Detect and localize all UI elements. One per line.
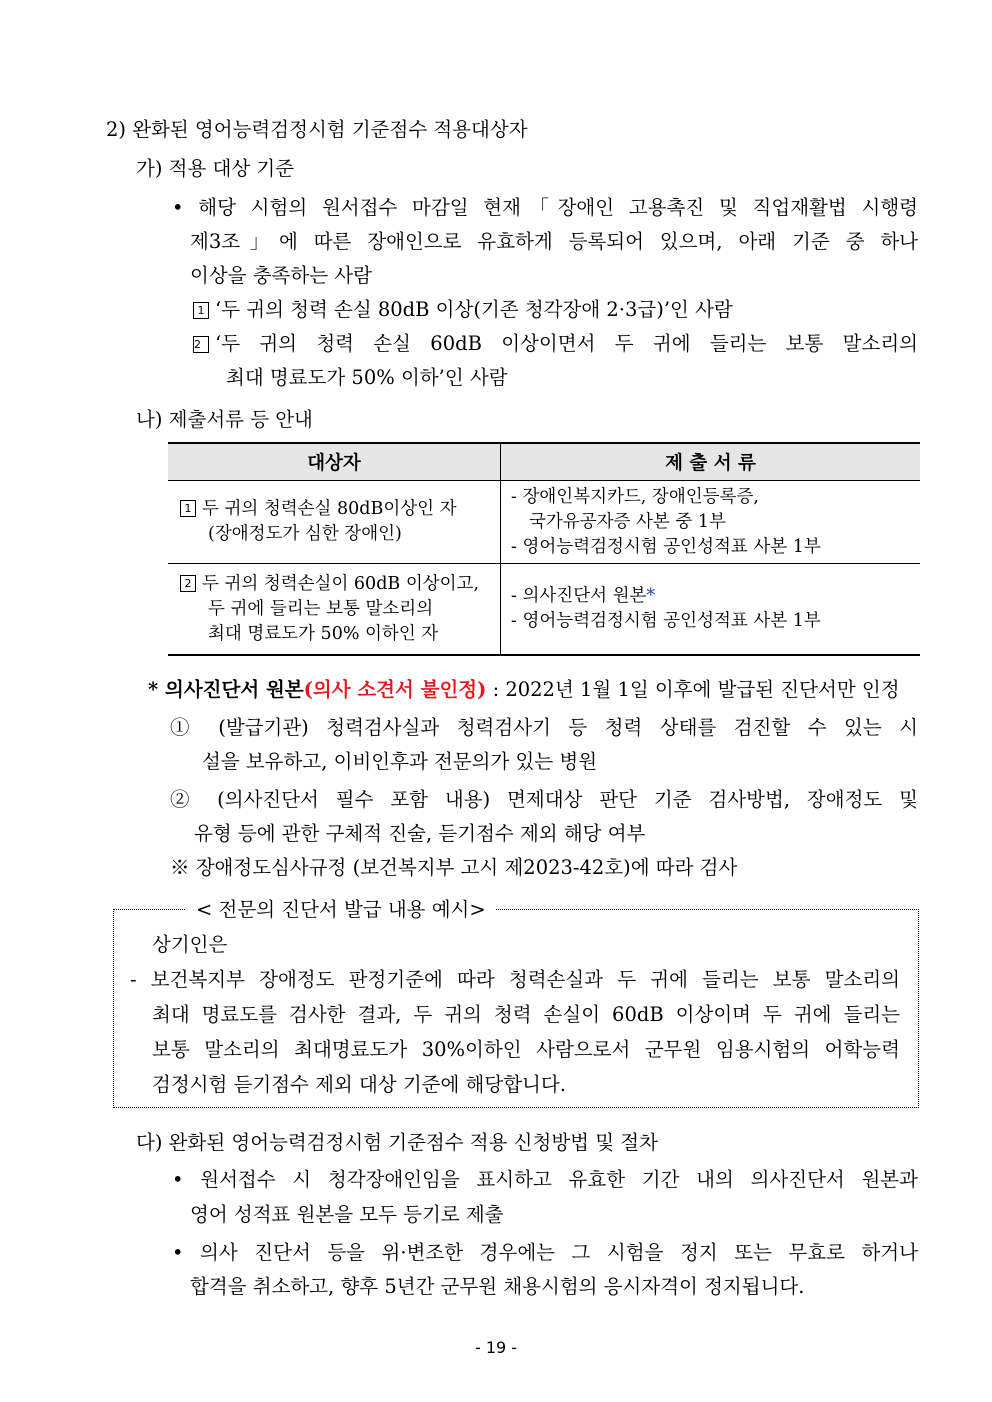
da-bullet1-line1: • 원서접수 시 청각장애인임을 표시하고 유효한 기간 내의 의사진단서 원본과: [172, 1168, 918, 1191]
da-bullet2-line1: • 의사 진단서 등을 위·변조한 경우에는 그 시험을 정지 또는 무효로 하거나: [172, 1241, 918, 1264]
row2-docs-line1: - 의사진단서 원본: [511, 586, 647, 606]
subsection-na-title: 나) 제출서류 등 안내: [136, 408, 313, 431]
row2-documents-cell: [501, 564, 921, 656]
note-item2-line1: ② (의사진단서 필수 포함 내용) 면제대상 판단 기준 검사방법, 장애정도 및: [170, 788, 918, 811]
example-line3: 최대 명료도를 검사한 결과, 두 귀의 청력 손실이 60dB 이상이며 두 귀에 들리는: [152, 1003, 900, 1026]
da-bullet2-line2: 합격을 취소하고, 향후 5년간 군무원 채용시험의 응시자격이 정지됩니다.: [190, 1275, 805, 1298]
row1-target-cell: [168, 481, 501, 564]
note-item2-line2: 유형 등에 관한 구체적 진술, 듣기점수 제외 해당 여부: [194, 822, 646, 845]
table-header-row: [168, 443, 920, 481]
subsection-da-title: 다) 완화된 영어능력검정시험 기준점수 적용 신청방법 및 절차: [136, 1131, 658, 1154]
criterion-2-line1: [193, 330, 918, 358]
subsection-ga-title: 가) 적용 대상 기준: [136, 157, 295, 180]
example-line2: - 보건복지부 장애정도 판정기준에 따라 청력손실과 두 귀에 들리는 보통 말소리의: [130, 968, 900, 991]
row2-target-line3: 최대 명료도가 50% 이하인 자: [208, 623, 439, 644]
ga-bullet-line2: 제3조」에 따른 장애인으로 유효하게 등록되어 있으며, 아래 기준 중 하나: [190, 230, 918, 253]
section-2-title: 2) 완화된 영어능력검정시험 기준점수 적용대상자: [106, 118, 528, 141]
note-reference: ※ 장애정도심사규정 (보건복지부 고시 제2023-42호)에 따라 검사: [170, 856, 738, 879]
diagnosis-note-red: (의사 소견서 불인정): [303, 678, 487, 701]
row1-docs-line1: - 장애인복지카드, 장애인등록증,: [511, 486, 759, 507]
row2-docs-line2: - 영어능력검정시험 공인성적표 사본 1부: [511, 611, 821, 631]
da-bullet1-line2: 영어 성적표 원본을 모두 등기로 제출: [190, 1203, 504, 1226]
diagnosis-note: [148, 676, 900, 704]
row2-docs-asterisk: *: [646, 586, 656, 606]
row1-target-line1: 두 귀의 청력손실 80dB이상인 자: [202, 499, 457, 519]
table-header-target: 대상자: [168, 443, 501, 481]
example-line1: 상기인은: [152, 933, 228, 956]
criterion-1: [193, 296, 733, 324]
criterion-1-number-box: 1: [193, 302, 209, 319]
row1-docs-line3: - 영어능력검정시험 공인성적표 사본 1부: [511, 536, 821, 557]
row1-number-box: 1: [180, 500, 196, 517]
table-row: [168, 564, 920, 656]
table-header-documents: 제 출 서 류: [501, 443, 921, 481]
criterion-1-text: ‘두 귀의 청력 손실 80dB 이상(기존 청각장애 2·3급)’인 사람: [215, 298, 733, 321]
diagnosis-note-lead: * 의사진단서 원본: [148, 678, 304, 701]
row2-target-cell: [168, 564, 501, 656]
note-item1-line2: 설을 보유하고, 이비인후과 전문의가 있는 병원: [202, 750, 598, 773]
row1-docs-line2: 국가유공자증 사본 중 1부: [529, 511, 726, 532]
row2-target-line1: 두 귀의 청력손실이 60dB 이상이고,: [202, 573, 480, 594]
submission-documents-table: [168, 442, 920, 656]
table-row: [168, 481, 920, 564]
row1-documents-cell: [501, 481, 921, 564]
criterion-2-text-line1: ‘두 귀의 청력 손실 60dB 이상이면서 두 귀에 들리는 보통 말소리의: [215, 332, 918, 355]
diagnosis-note-rest: : 2022년 1월 1일 이후에 발급된 진단서만 인정: [486, 678, 900, 701]
example-box-title: < 전문의 진단서 발급 내용 예시>: [186, 896, 496, 924]
row1-target-line2: (장애정도가 심한 장애인): [208, 524, 402, 544]
ga-bullet-line3: 이상을 충족하는 사람: [190, 264, 372, 287]
criterion-2-number-box: 2: [193, 336, 209, 353]
note-item1-line1: ① (발급기관) 청력검사실과 청력검사기 등 청력 상태를 검진할 수 있는 시: [170, 716, 918, 739]
row2-number-box: 2: [180, 575, 196, 592]
example-line5: 검정시험 듣기점수 제외 대상 기준에 해당합니다.: [152, 1073, 566, 1096]
ga-bullet-line1: • 해당 시험의 원서접수 마감일 현재「장애인 고용촉진 및 직업재활법 시행령: [172, 196, 918, 219]
example-line4: 보통 말소리의 최대명료도가 30%이하인 사람으로서 군무원 임용시험의 어학능력: [152, 1038, 900, 1061]
page-number: - 19 -: [474, 1338, 518, 1357]
criterion-2-line2: 최대 명료도가 50% 이하’인 사람: [226, 366, 508, 389]
row2-target-line2: 두 귀에 들리는 보통 말소리의: [208, 598, 434, 619]
